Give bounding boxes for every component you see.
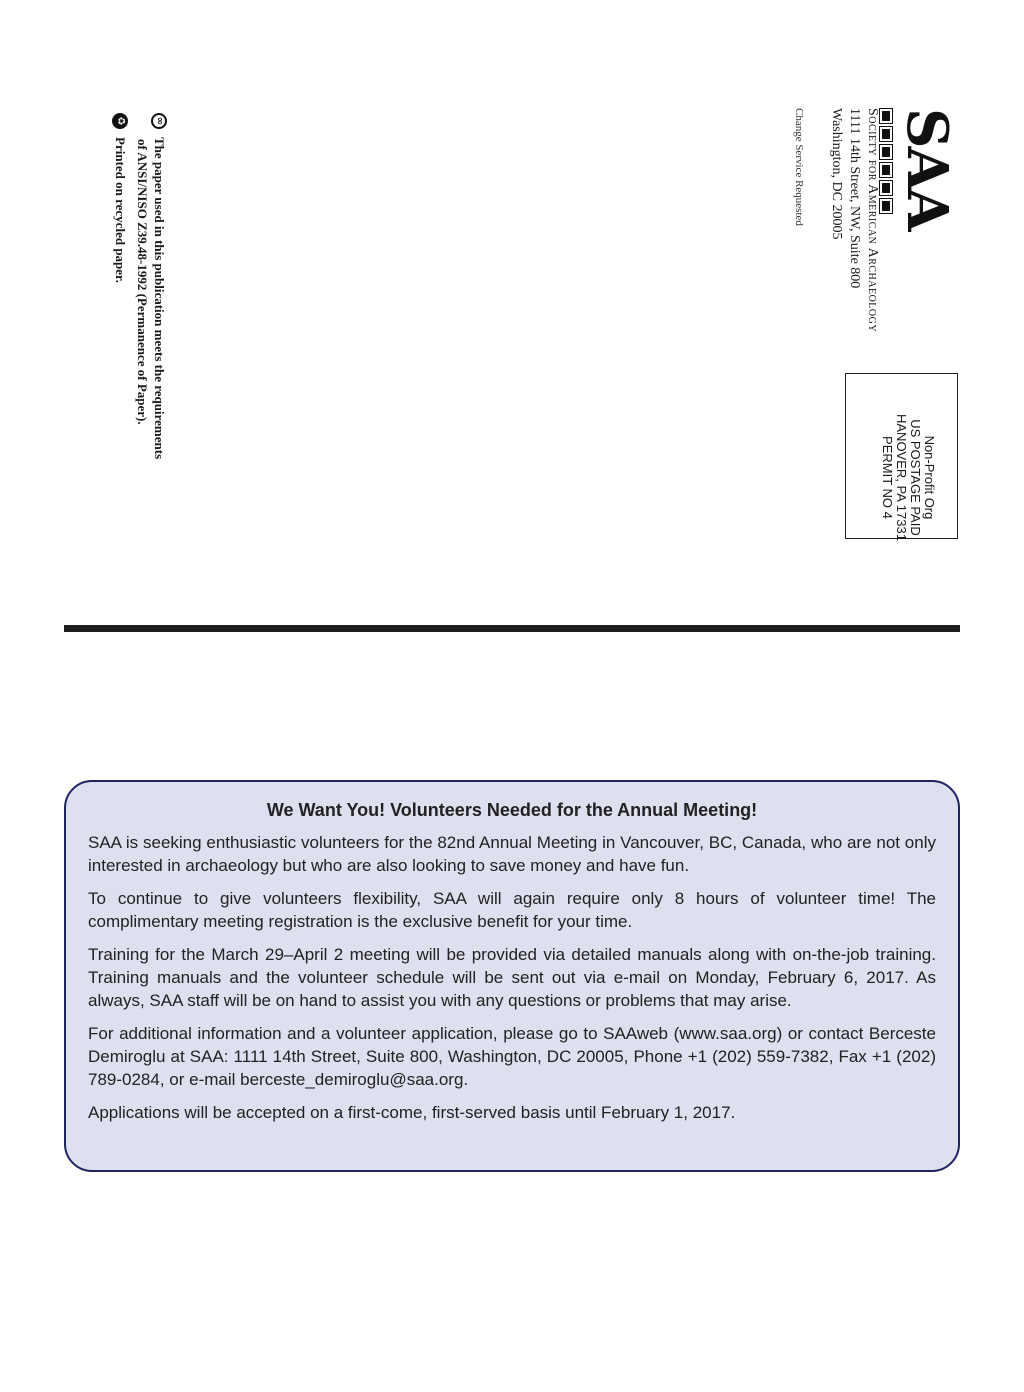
volunteer-paragraph-5: Applications will be accepted on a first-come, first-served basis until February 1, 2017. <box>88 1103 736 1122</box>
postage-line-4: PERMIT NO 4 <box>880 436 895 519</box>
maze-meander-pattern-icon <box>879 108 893 214</box>
infinity-icon: ∞ <box>152 113 168 129</box>
paper-permanence-notice <box>134 113 168 459</box>
return-address-org: Society for American Archaeology <box>865 108 880 333</box>
saa-logo <box>875 108 960 230</box>
volunteer-announcement <box>64 780 960 1172</box>
volunteer-paragraph-1: SAA is seeking enthusiastic volunteers for the 82nd Annual Meeting in Vancouver, BC, Canada, who are not only interested in archaeology but who are also looking to save money and have fun. <box>88 833 936 875</box>
change-service-requested: Change Service Requested <box>793 108 805 226</box>
return-address-street: 1111 14th Street, NW, Suite 800 <box>847 108 862 289</box>
volunteer-title: We Want You! Volunteers Needed for the Annual Meeting! <box>266 800 758 820</box>
section-divider <box>64 625 960 632</box>
saa-wordmark: SAA <box>894 108 960 230</box>
volunteer-paragraph-3: Training for the March 29–April 2 meeting will be provided via detailed manuals along with on-the-job training. Training manuals and the volunteer schedule will be sent out via e-mail on Monday, February 6, 2017. As always, SAA staff will be on hand to assist you with any questions or problems that may arise. <box>88 945 936 1010</box>
postage-line-1: Non-Profit Org <box>922 435 937 520</box>
return-address <box>827 108 881 332</box>
recycled-notice-text: Printed on recycled paper. <box>113 137 128 283</box>
return-address-city: Washington, DC 20005 <box>829 108 844 240</box>
volunteer-paragraph-4: For additional information and a volunteer application, please go to SAAweb (www.saa.org) or contact Berceste Demiroglu at SAA: 1111 14th Street, Suite 800, Washington, DC 20005, Phone +1 (202) 559-7382, Fax +1 (202) 789-0284, or e-mail berceste_demiroglu@saa.org. <box>88 1024 936 1089</box>
volunteer-paragraph-2: To continue to give volunteers flexibility, SAA will again require only 8 hours of volunteer time! The complimentary meeting registration is the exclusive benefit for your time. <box>88 889 936 931</box>
recycled-notice <box>112 113 128 283</box>
postage-line-3: HANOVER, PA 17331 <box>894 414 909 541</box>
paper-notice-line-2: of ANSI/NISO Z39.48-1992 (Permanence of Paper). <box>135 139 150 425</box>
paper-notice-line-1: The paper used in this publication meets the requirements <box>152 137 167 460</box>
postage-indicia <box>845 373 958 539</box>
recycle-icon: ♻ <box>112 113 128 129</box>
postage-line-2: US POSTAGE PAID <box>908 419 923 536</box>
